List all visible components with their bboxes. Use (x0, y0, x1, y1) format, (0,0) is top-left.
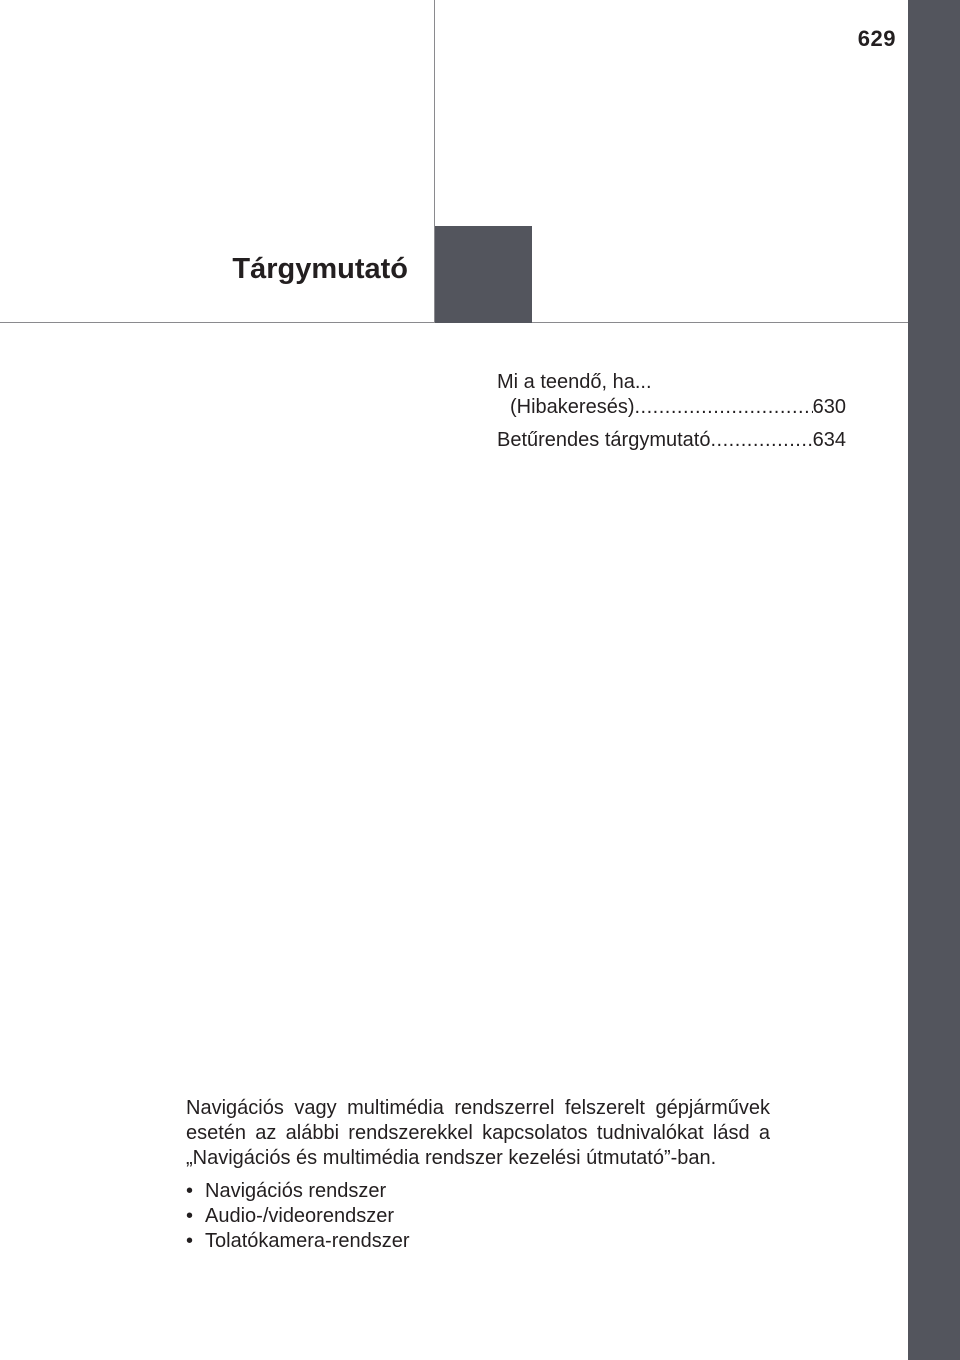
page-number: 629 (857, 26, 896, 51)
section-title: Tárgymutató (232, 253, 408, 285)
toc-leader-dots (634, 395, 812, 420)
system-list (186, 1179, 770, 1254)
toc-item-label: Mi a teendő, ha... (497, 371, 652, 393)
list-item-text: Audio-/videorendszer (205, 1205, 394, 1227)
bullet-icon: • (186, 1230, 194, 1252)
toc-item-sublabel: (Hibakeresés) (510, 396, 635, 418)
toc-page-number: 634 (812, 429, 846, 451)
table-of-contents (497, 370, 846, 461)
list-item (186, 1229, 770, 1254)
navigation-note (186, 1096, 770, 1254)
list-item-text: Tolatókamera-rendszer (205, 1230, 410, 1252)
toc-leader-dots (710, 428, 812, 453)
side-tab-bar (908, 0, 960, 1360)
toc-item-label: Betűrendes tárgymutató (497, 429, 711, 451)
toc-page-number: 630 (812, 396, 846, 418)
bullet-icon: • (186, 1180, 194, 1202)
note-paragraph: Navigációs vagy multimédia rendszerrel felszerelt gépjárművek esetén az alábbi rendszerekkel kapcsolatos tudnivalókat lásd a „Navigációs és multimédia rendszer kezelési útmutató”-ban. (186, 1097, 770, 1169)
list-item (186, 1179, 770, 1204)
section-title-block (435, 226, 532, 323)
list-item (186, 1204, 770, 1229)
bullet-icon: • (186, 1205, 194, 1227)
list-item-text: Navigációs rendszer (205, 1180, 387, 1202)
toc-item-alphabetical-index[interactable] (497, 428, 846, 453)
toc-item-troubleshooting[interactable] (497, 370, 846, 420)
